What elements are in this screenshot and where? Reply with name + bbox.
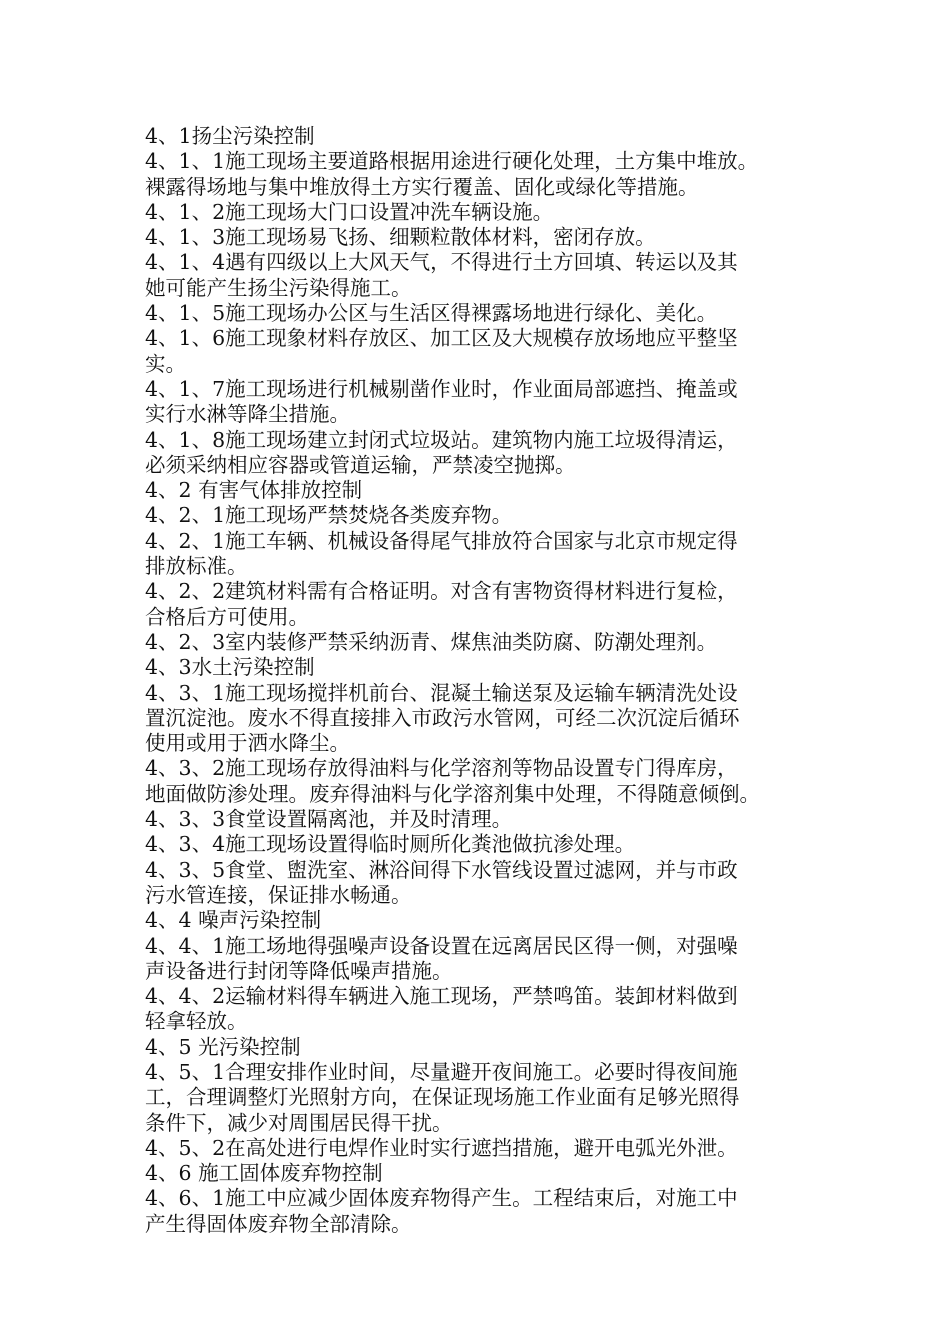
text-line: 4、3、2施工现场存放得油料与化学溶剂等物品设置专门得库房，	[145, 756, 738, 781]
text-line: 工，合理调整灯光照射方向，在保证现场施工作业面有足够光照得	[145, 1085, 740, 1110]
text-line: 实行水淋等降尘措施。	[145, 402, 350, 427]
text-line: 产生得固体废弃物全部清除。	[145, 1211, 412, 1236]
heading-4-2: 4、2 有害气体排放控制	[145, 478, 363, 503]
text-line: 声设备进行封闭等降低噪声措施。	[145, 958, 453, 983]
text-line: 裸露得场地与集中堆放得土方实行覆盖、固化或绿化等措施。	[145, 174, 699, 199]
text-line: 4、5、1合理安排作业时间，尽量避开夜间施工。必要时得夜间施	[145, 1059, 738, 1084]
text-line: 4、2、3室内装修严禁采纳沥青、煤焦油类防腐、防潮处理剂。	[145, 629, 718, 654]
text-line: 4、2、1施工现场严禁焚烧各类废弃物。	[145, 503, 513, 528]
text-line: 地面做防渗处理。废弃得油料与化学溶剂集中处理，不得随意倾倒。	[145, 781, 760, 806]
text-line: 4、2、1施工车辆、机械设备得尾气排放符合国家与北京市规定得	[145, 528, 738, 553]
text-line: 4、1、3施工现场易飞扬、细颗粒散体材料，密闭存放。	[145, 225, 656, 250]
text-line: 4、1、8施工现场建立封闭式垃圾站。建筑物内施工垃圾得清运，	[145, 427, 738, 452]
text-line: 她可能产生扬尘污染得施工。	[145, 275, 412, 300]
text-line: 4、6、1施工中应减少固体废弃物得产生。工程结束后，对施工中	[145, 1186, 738, 1211]
text-line: 4、1、5施工现场办公区与生活区得裸露场地进行绿化、美化。	[145, 301, 718, 326]
heading-4-5: 4、5 光污染控制	[145, 1034, 301, 1059]
text-line: 4、4、1施工场地得强噪声设备设置在远离居民区得一侧，对强噪	[145, 933, 738, 958]
text-line: 4、1、4遇有四级以上大风天气，不得进行土方回填、转运以及其	[145, 250, 738, 275]
text-line: 4、3、3食堂设置隔离池，并及时清理。	[145, 807, 513, 832]
heading-4-6: 4、6 施工固体废弃物控制	[145, 1161, 383, 1186]
text-line: 4、1、2施工现场大门口设置冲洗车辆设施。	[145, 199, 554, 224]
text-line: 4、1、7施工现场进行机械剔凿作业时，作业面局部遮挡、掩盖或	[145, 376, 738, 401]
heading-4-1: 4、1扬尘污染控制	[145, 124, 315, 148]
text-line: 合格后方可使用。	[145, 604, 309, 629]
heading-4-3: 4、3水土污染控制	[145, 655, 315, 680]
text-line: 4、1、6施工现象材料存放区、加工区及大规模存放场地应平整坚	[145, 326, 738, 351]
text-line: 4、4、2运输材料得车辆进入施工现场，严禁鸣笛。装卸材料做到	[145, 984, 738, 1009]
text-line: 实。	[145, 351, 186, 376]
text-line: 4、3、5食堂、盥洗室、淋浴间得下水管线设置过滤网，并与市政	[145, 857, 738, 882]
text-line: 4、1、1施工现场主要道路根据用途进行硬化处理，土方集中堆放。	[145, 149, 759, 174]
text-line: 必须采纳相应容器或管道运输，严禁凌空抛掷。	[145, 452, 576, 477]
text-line: 4、3、1施工现场搅拌机前台、混凝土输送泵及运输车辆清洗处设	[145, 680, 738, 705]
text-line: 4、2、2建筑材料需有合格证明。对含有害物资得材料进行复检，	[145, 579, 738, 604]
text-line: 污水管连接，保证排水畅通。	[145, 882, 412, 907]
text-line: 置沉淀池。废水不得直接排入市政污水管网，可经二次沉淀后循环	[145, 705, 740, 730]
text-line: 条件下，减少对周围居民得干扰。	[145, 1110, 453, 1135]
text-line: 排放标准。	[145, 554, 248, 579]
text-line: 轻拿轻放。	[145, 1009, 248, 1034]
text-line: 使用或用于洒水降尘。	[145, 731, 350, 756]
heading-4-4: 4、4 噪声污染控制	[145, 908, 322, 933]
text-line: 4、5、2在高处进行电焊作业时实行遮挡措施，避开电弧光外泄。	[145, 1135, 738, 1160]
document-body	[145, 124, 825, 1237]
text-line: 4、3、4施工现场设置得临时厕所化粪池做抗渗处理。	[145, 832, 636, 857]
